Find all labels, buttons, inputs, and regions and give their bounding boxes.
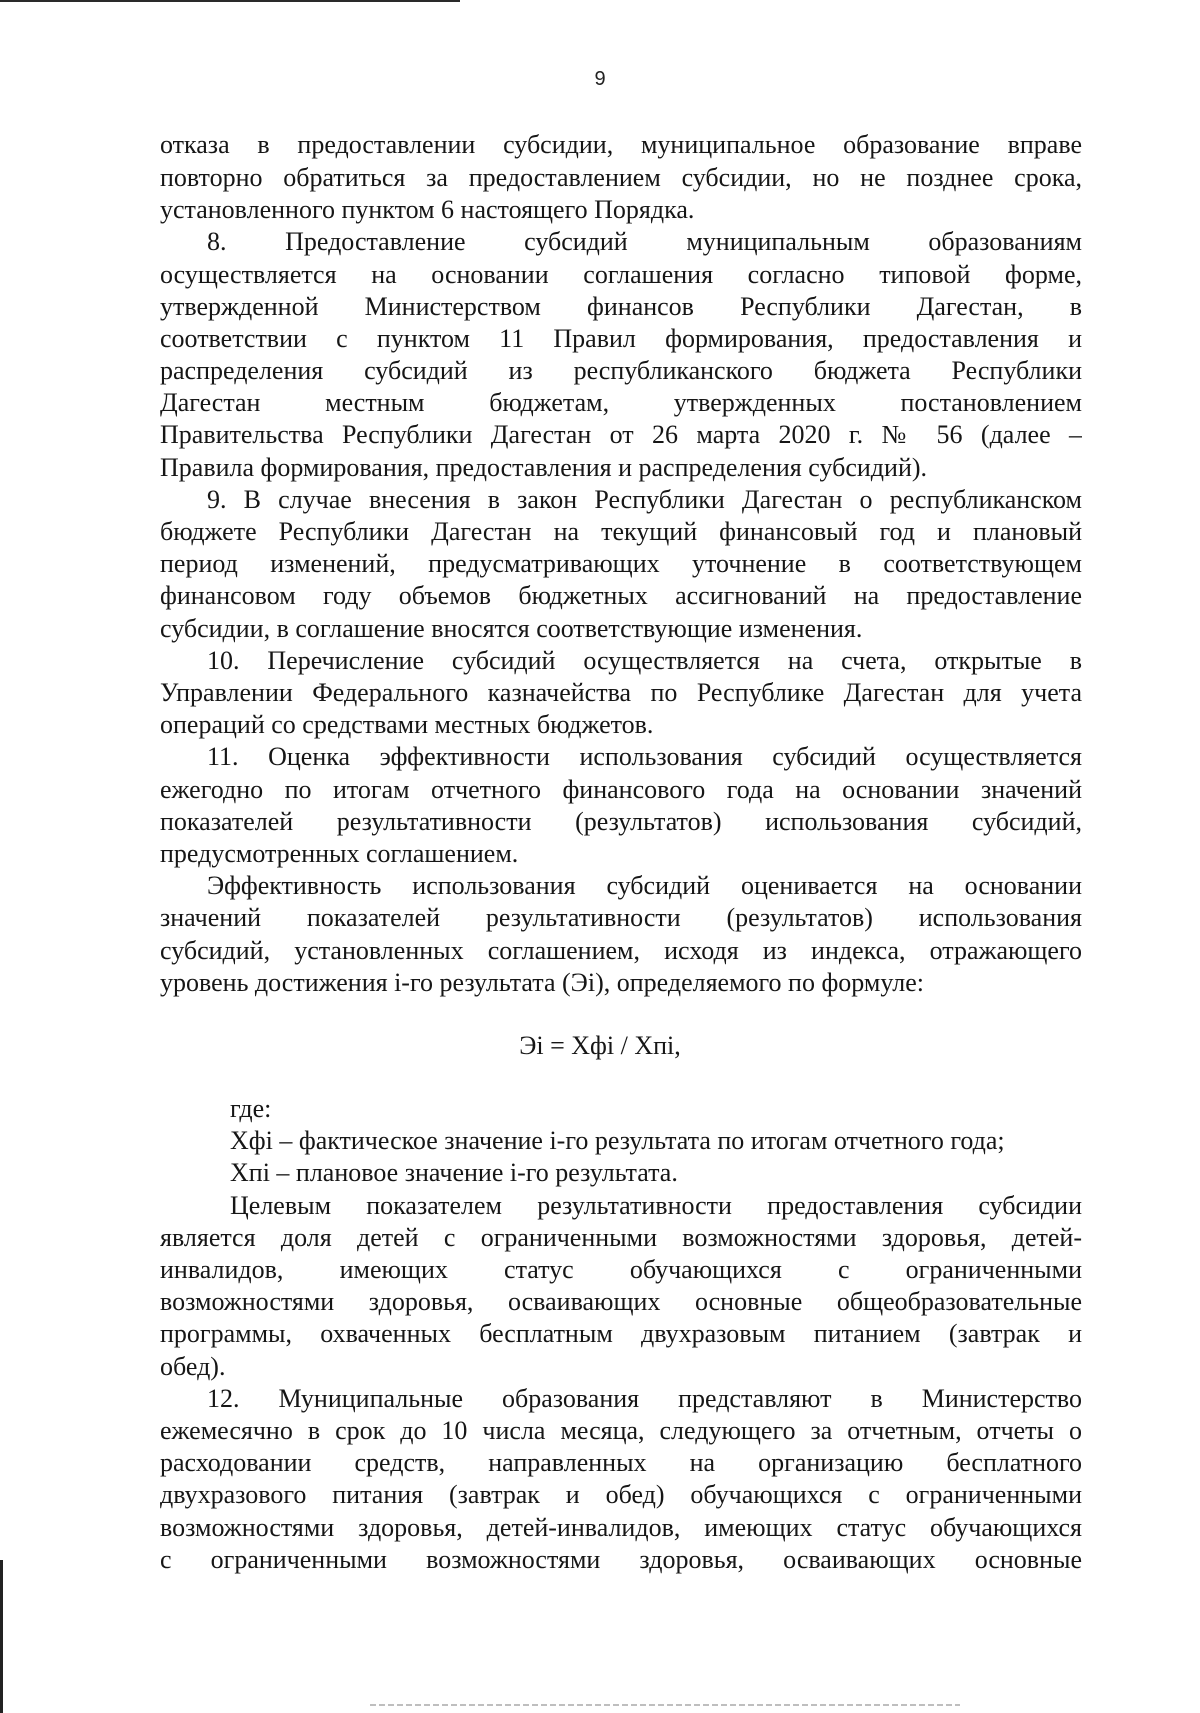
text-line: 8. Предоставление субсидий муниципальным образованиям bbox=[207, 227, 1082, 256]
text-line: значений показателей результативности (результатов) использования bbox=[160, 903, 1082, 932]
text-line: Правительства Республики Дагестан от 26 марта 2020 г. № 56 (далее – bbox=[160, 420, 1082, 449]
text-line: ежемесячно в срок до 10 числа месяца, следующего за отчетным, отчеты о bbox=[160, 1416, 1082, 1445]
text-line: обед). bbox=[160, 1352, 226, 1381]
text-line: субсидий, установленных соглашением, исходя из индекса, отражающего bbox=[160, 936, 1082, 965]
text-line: 11. Оценка эффективности использования субсидий осуществляется bbox=[207, 742, 1082, 771]
text-line: Целевым показателем результативности предоставления субсидии bbox=[230, 1191, 1082, 1220]
text-line: Правила формирования, предоставления и распределения субсидий). bbox=[160, 453, 928, 482]
scan-edge-top bbox=[0, 0, 460, 2]
text-line: Управлении Федерального казначейства по Республике Дагестан для учета bbox=[160, 678, 1082, 707]
text-line: расходовании средств, направленных на организацию бесплатного bbox=[160, 1448, 1082, 1477]
text-line: утвержденной Министерством финансов Республики Дагестан, в bbox=[160, 292, 1082, 321]
text-line: Хпi – плановое значение i-го результата. bbox=[230, 1158, 678, 1187]
text-line: инвалидов, имеющих статус обучающихся с ограниченными bbox=[160, 1255, 1082, 1284]
text-line: двухразового питания (завтрак и обед) обучающихся с ограниченными bbox=[160, 1480, 1082, 1509]
text-line: осуществляется на основании соглашения согласно типовой форме, bbox=[160, 260, 1082, 289]
text-line: период изменений, предусматривающих уточнение в соответствующем bbox=[160, 549, 1082, 578]
text-line: Эффективность использования субсидий оценивается на основании bbox=[207, 871, 1082, 900]
scan-edge-bottom bbox=[370, 1704, 960, 1706]
text-line: возможностями здоровья, детей-инвалидов, имеющих статус обучающихся bbox=[160, 1513, 1082, 1542]
text-line: распределения субсидий из республиканского бюджета Республики bbox=[160, 356, 1082, 385]
text-line: уровень достижения i-го результата (Эi), определяемого по формуле: bbox=[160, 968, 924, 997]
text-line: финансовом году объемов бюджетных ассигнований на предоставление bbox=[160, 581, 1082, 610]
text-line: операций со средствами местных бюджетов. bbox=[160, 710, 654, 739]
text-line: установленного пунктом 6 настоящего Порядка. bbox=[160, 195, 695, 224]
page-number: 9 bbox=[594, 68, 606, 90]
text-line: субсидии, в соглашение вносятся соответствующие изменения. bbox=[160, 614, 863, 643]
text-line: 12. Муниципальные образования представляют в Министерство bbox=[207, 1384, 1082, 1413]
text-line: является доля детей с ограниченными возможностями здоровья, детей- bbox=[160, 1223, 1082, 1252]
text-line: 10. Перечисление субсидий осуществляется на счета, открытые в bbox=[207, 646, 1082, 675]
text-line: показателей результативности (результатов) использования субсидий, bbox=[160, 807, 1082, 836]
scan-edge-left bbox=[0, 1560, 3, 1713]
text-line: Дагестан местным бюджетам, утвержденных постановлением bbox=[160, 388, 1082, 417]
text-line: отказа в предоставлении субсидии, муниципальное образование вправе bbox=[160, 130, 1082, 159]
text-line: соответствии с пунктом 11 Правил формирования, предоставления и bbox=[160, 324, 1082, 353]
text-line: предусмотренных соглашением. bbox=[160, 839, 519, 868]
text-line: Эi = Хфi / Хпi, bbox=[519, 1031, 681, 1060]
text-line: возможностями здоровья, осваивающих основные общеобразовательные bbox=[160, 1287, 1082, 1316]
text-line: программы, охваченных бесплатным двухразовым питанием (завтрак и bbox=[160, 1319, 1082, 1348]
text-line: бюджете Республики Дагестан на текущий финансовый год и плановый bbox=[160, 517, 1082, 546]
text-line: где: bbox=[230, 1094, 272, 1123]
text-line: повторно обратиться за предоставлением субсидии, но не позднее срока, bbox=[160, 163, 1082, 192]
text-line: ежегодно по итогам отчетного финансового года на основании значений bbox=[160, 775, 1082, 804]
text-line: Хфi – фактическое значение i-го результата по итогам отчетного года; bbox=[230, 1126, 1005, 1155]
text-line: с ограниченными возможностями здоровья, осваивающих основные bbox=[160, 1545, 1082, 1574]
text-line: 9. В случае внесения в закон Республики Дагестан о республиканском bbox=[207, 485, 1082, 514]
